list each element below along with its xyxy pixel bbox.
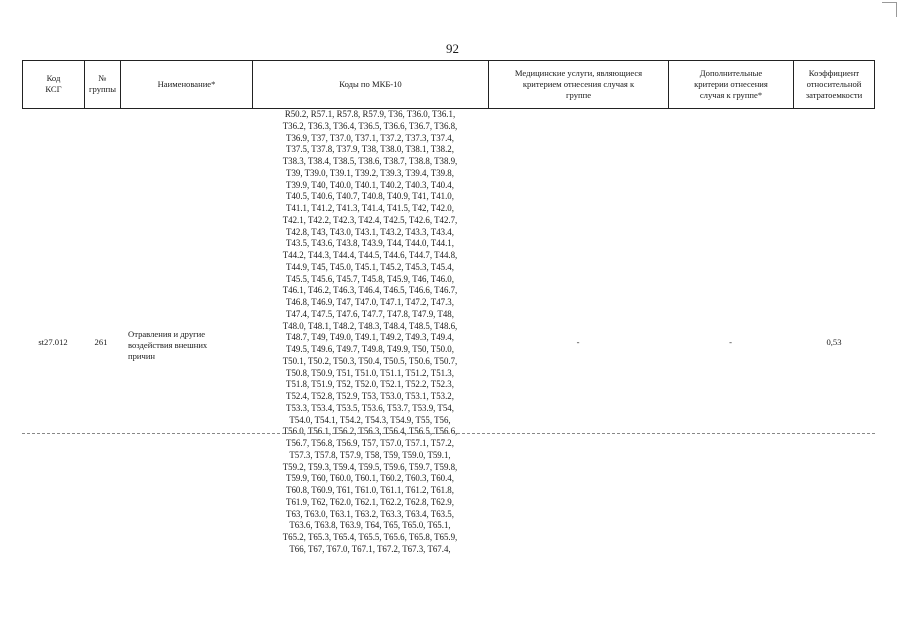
icd-code-line: T37.5, T37.8, T37.9, T38, T38.0, T38.1, T38.2, — [286, 144, 454, 155]
icd-code-line: T48.0, T48.1, T48.2, T48.3, T48.4, T48.5, T48.6, — [282, 320, 458, 331]
icd-code-line: T44.9, T45, T45.0, T45.1, T45.2, T45.3, T45.4, — [286, 261, 454, 272]
header-ksg-code: Код КСГ — [22, 60, 84, 108]
icd-code-line: T63, T63.0, T63.1, T63.2, T63.3, T63.4, T63.5, — [286, 508, 454, 519]
icd-code-line: T36.2, T36.3, T36.4, T36.5, T36.6, T36.7, T36.8, — [282, 120, 458, 131]
icd-code-line: T59.2, T59.3, T59.4, T59.5, T59.6, T59.7, T59.8, — [282, 461, 458, 472]
icd-code-line: T60.8, T60.9, T61, T61.0, T61.1, T61.2, T61.8, — [286, 485, 454, 495]
icd-code-line: T54.0, T54.1, T54.2, T54.3, T54.9, T55, T56, — [289, 414, 451, 425]
icd-code-line: T51.8, T51.9, T52, T52.0, T52.1, T52.2, T52.3, — [286, 379, 454, 390]
icd-code-line: T43.5, T43.6, T43.8, T43.9, T44, T44.0, T44.1, — [286, 238, 454, 249]
header-medical-services: Медицинские услуги, являющиеся критерием отнесения случая к группе — [488, 60, 668, 108]
scan-corner-mark — [882, 2, 897, 17]
header-icd-codes: Коды по МКБ-10 — [252, 60, 488, 108]
icd-code-line: T61.9, T62, T62.0, T62.1, T62.2, T62.8, T62.9, — [286, 496, 454, 507]
icd-code-line: T38.3, T38.4, T38.5, T38.6, T38.7, T38.8, T38.9, — [282, 156, 458, 166]
icd-code-line: T42.8, T43, T43.0, T43.1, T43.2, T43.3, T43.4, — [286, 226, 454, 237]
icd-code-line: T65.2, T65.3, T65.4, T65.5, T65.6, T65.8, T65.9, — [282, 532, 458, 542]
medical-services-cell: - — [576, 337, 580, 347]
icd-code-line: T56.7, T56.8, T56.9, T57, T57.0, T57.1, T57.2, — [286, 438, 454, 448]
header-coefficient: Коэффициент относительной затратоемкости — [793, 60, 875, 108]
icd-code-line: T48.7, T49, T49.0, T49.1, T49.2, T49.3, T49.4, — [286, 332, 454, 343]
icd-code-line: T50.8, T50.9, T51, T51.0, T51.1, T51.2, T51.3, — [286, 367, 454, 378]
icd-code-line: T46.8, T46.9, T47, T47.0, T47.1, T47.2, T47.3, — [286, 297, 454, 307]
icd-code-line: T47.4, T47.5, T47.6, T47.7, T47.8, T47.9, T48, — [286, 308, 454, 319]
icd-code-line: T41.1, T41.2, T41.3, T41.4, T41.5, T42, T42.0, — [286, 203, 454, 213]
icd-code-line: T53.3, T53.4, T53.5, T53.6, T53.7, T53.9, T54, — [286, 402, 454, 413]
icd-code-line: T42.1, T42.2, T42.3, T42.4, T42.5, T42.6, T42.7, — [282, 214, 458, 225]
icd-code-line: T36.9, T37, T37.0, T37.1, T37.2, T37.3, T37.4, — [286, 132, 454, 143]
icd-code-line: T45.5, T45.6, T45.7, T45.8, T45.9, T46, T46.0, — [286, 273, 454, 284]
icd-codes-cell — [252, 109, 488, 556]
page-number: 92 — [446, 41, 459, 56]
header-name: Наименование* — [120, 60, 252, 108]
icd-code-line: R50.2, R57.1, R57.8, R57.9, T36, T36.0, T36.1, — [284, 109, 456, 119]
icd-code-line: T46.1, T46.2, T46.3, T46.4, T46.5, T46.6, T46.7, — [282, 285, 458, 296]
icd-code-line: T57.3, T57.8, T57.9, T58, T59, T59.0, T59.1, — [289, 449, 451, 460]
header-extra-criteria: Дополнительные критерии отнесения случая к группе* — [668, 60, 793, 108]
icd-code-line: T40.5, T40.6, T40.7, T40.8, T40.9, T41, T41.0, — [286, 191, 454, 202]
icd-code-line: T52.4, T52.8, T52.9, T53, T53.0, T53.1, T53.2, — [286, 391, 454, 401]
icd-code-line: T59.9, T60, T60.0, T60.1, T60.2, T60.3, T60.4, — [286, 473, 454, 484]
icd-code-line: T49.5, T49.6, T49.7, T49.8, T49.9, T50, T50.0, — [286, 344, 454, 354]
icd-code-line: T56.0, T56.1, T56.2, T56.3, T56.4, T56.5, T56.6, — [282, 426, 458, 437]
icd-code-line: T39.9, T40, T40.0, T40.1, T40.2, T40.3, T40.4, — [286, 179, 454, 190]
icd-code-line: T63.6, T63.8, T63.9, T64, T65, T65.0, T65.1, — [289, 520, 451, 531]
table-header-row — [22, 60, 875, 109]
ksg-code-cell: st27.012 — [38, 337, 68, 347]
icd-code-line: T50.1, T50.2, T50.3, T50.4, T50.5, T50.6, T50.7, — [282, 355, 458, 366]
group-name-cell: Отравления и другие воздействия внешних причин — [128, 329, 208, 361]
page-break-line — [22, 433, 875, 434]
icd-code-line: T39, T39.0, T39.1, T39.2, T39.3, T39.4, T39.8, — [286, 167, 454, 178]
extra-criteria-cell: - — [729, 337, 732, 347]
icd-code-line: T44.2, T44.3, T44.4, T44.5, T44.6, T44.7, T44.8, — [282, 250, 458, 260]
coefficient-cell: 0,53 — [826, 337, 842, 347]
group-number-cell: 261 — [94, 337, 108, 347]
icd-code-line: T66, T67, T67.0, T67.1, T67.2, T67.3, T67.4, — [289, 543, 451, 554]
header-group-number: № группы — [84, 60, 120, 108]
